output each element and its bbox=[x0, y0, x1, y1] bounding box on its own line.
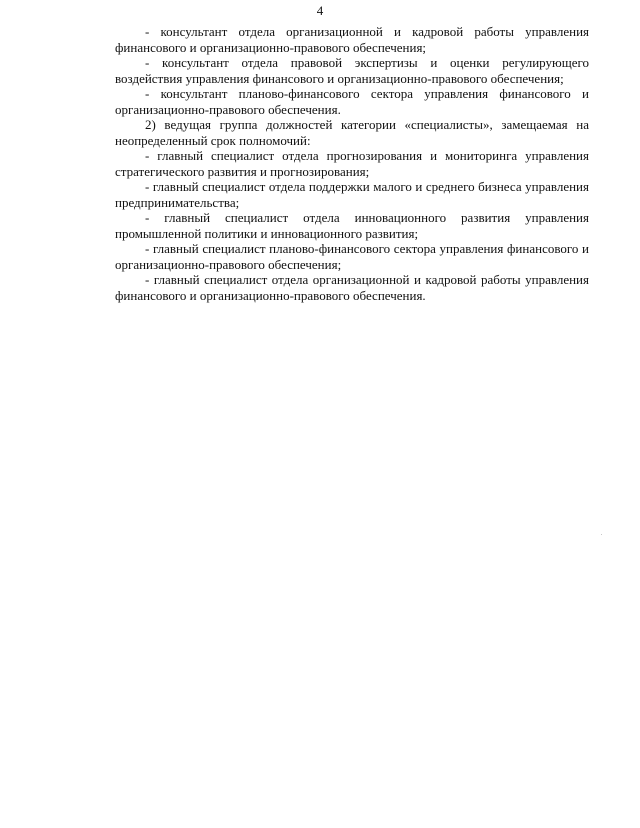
list-item-chief-small-business: - главный специалист отдела поддержки малого и среднего бизнеса управления предпринимательства; bbox=[115, 179, 589, 210]
list-item-consultant-hr: - консультант отдела организационной и кадровой работы управления финансового и организационно-правового обеспечения; bbox=[115, 24, 589, 55]
list-item-chief-hr: - главный специалист отдела организационной и кадровой работы управления финансового и организационно-правового обеспечения. bbox=[115, 272, 589, 303]
scan-speck bbox=[601, 534, 602, 535]
section-heading-leading-group: 2) ведущая группа должностей категории «специалисты», замещаемая на неопределенный срок полномочий: bbox=[115, 117, 589, 148]
list-item-chief-forecasting: - главный специалист отдела прогнозирования и мониторинга управления стратегического развития и прогнозирования; bbox=[115, 148, 589, 179]
document-body bbox=[115, 24, 589, 303]
list-item-chief-finance-sector: - главный специалист планово-финансового сектора управления финансового и организационно-правового обеспечения; bbox=[115, 241, 589, 272]
list-item-consultant-legal: - консультант отдела правовой экспертизы и оценки регулирующего воздействия управления финансового и организационно-правового обеспечения; bbox=[115, 55, 589, 86]
page-number: 4 bbox=[316, 3, 324, 18]
list-item-consultant-finance-sector: - консультант планово-финансового сектора управления финансового и организационно-правового обеспечения. bbox=[115, 86, 589, 117]
list-item-chief-innovation: - главный специалист отдела инновационного развития управления промышленной политики и инновационного развития; bbox=[115, 210, 589, 241]
